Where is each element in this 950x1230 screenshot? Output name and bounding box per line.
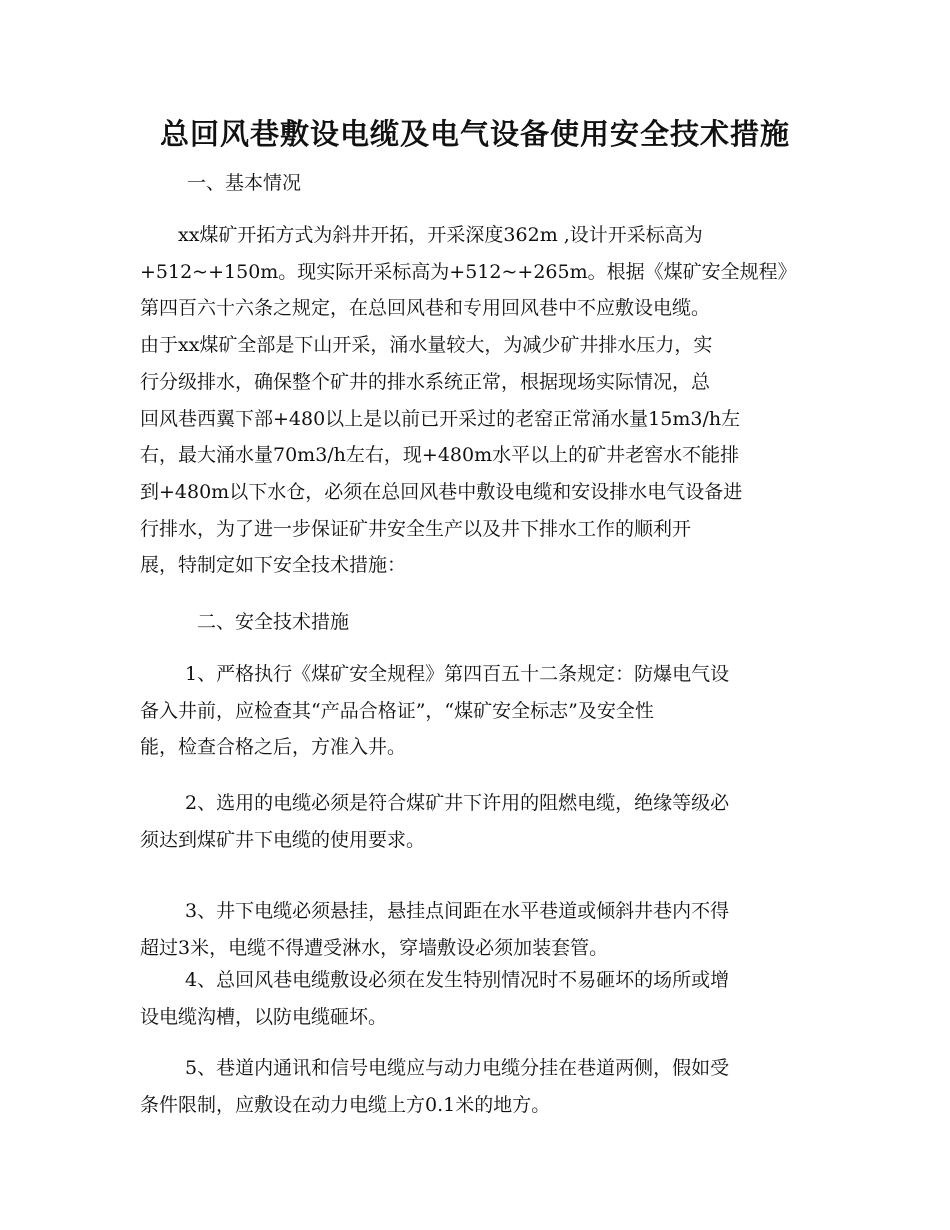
paragraph-line: +512~+150m。现实际开采标高为+512~+265m。根据《煤矿安全规程》 — [140, 260, 797, 283]
paragraph-line: 展，特制定如下安全技术措施： — [140, 554, 407, 577]
intro-paragraph — [140, 217, 810, 584]
measure-item-3 — [140, 893, 810, 966]
paragraph-line: 备入井前，应检查其“产品合格证”，“煤矿安全标志”及安全性 — [140, 699, 654, 722]
paragraph-line: 回风巷西翼下部+480以上是以前已开采过的老窑正常涌水量15m3/h左 — [140, 407, 741, 430]
paragraph-line: xx煤矿开拓方式为斜井开拓，开采深度362m ,设计开采标高为 — [178, 224, 703, 246]
paragraph-line: 1、严格执行《煤矿安全规程》第四百五十二条规定：防爆电气设 — [185, 663, 730, 685]
paragraph-line: 第四百六十六条之规定，在总回风巷和专用回风巷中不应敷设电缆。 — [140, 297, 711, 320]
paragraph-line: 条件限制，应敷设在动力电缆上方0.1米的地方。 — [140, 1093, 551, 1116]
paragraph-line: 到+480m以下水仓，必须在总回风巷中敷设电缆和安设排水电气设备进 — [140, 480, 743, 503]
paragraph-line: 须达到煤矿井下电缆的使用要求。 — [140, 828, 426, 851]
document-title: 总回风巷敷设电缆及电气设备使用安全技术措施 — [159, 117, 790, 151]
paragraph-line: 3、井下电缆必须悬挂，悬挂点间距在水平巷道或倾斜井巷内不得 — [185, 900, 730, 922]
measure-item-2 — [140, 785, 810, 858]
paragraph-line: 由于xx煤矿全部是下山开采，涌水量较大，为减少矿井排水压力，实 — [140, 334, 713, 357]
measure-item-5 — [140, 1050, 810, 1123]
paragraph-line: 5、巷道内通讯和信号电缆应与动力电缆分挂在巷道两侧，假如受 — [185, 1057, 730, 1079]
paragraph-line: 4、总回风巷电缆敷设必须在发生特别情况时不易砸坏的场所或增 — [185, 969, 730, 991]
paragraph-line: 行分级排水，确保整个矿井的排水系统正常，根据现场实际情况，总 — [140, 370, 711, 393]
paragraph-line: 超过3米，电缆不得遭受淋水，穿墙敷设必须加装套管。 — [140, 936, 609, 959]
paragraph-line: 2、选用的电缆必须是符合煤矿井下许用的阻燃电缆，绝缘等级必 — [185, 792, 730, 814]
paragraph-line: 设电缆沟槽，以防电缆砸坏。 — [140, 1005, 388, 1028]
measure-item-4 — [140, 962, 810, 1035]
measure-item-1 — [140, 656, 810, 766]
section-heading-safety-measures: 二、安全技术措施 — [197, 611, 350, 633]
paragraph-line: 能，检查合格之后，方准入井。 — [140, 736, 407, 759]
section-heading-basic-situation: 一、基本情况 — [187, 172, 302, 194]
paragraph-line: 右，最大涌水量70m3/h左右，现+480m水平以上的矿井老窖水不能排 — [140, 444, 740, 467]
paragraph-line: 行排水，为了进一步保证矿井安全生产以及井下排水工作的顺利开 — [140, 517, 692, 540]
